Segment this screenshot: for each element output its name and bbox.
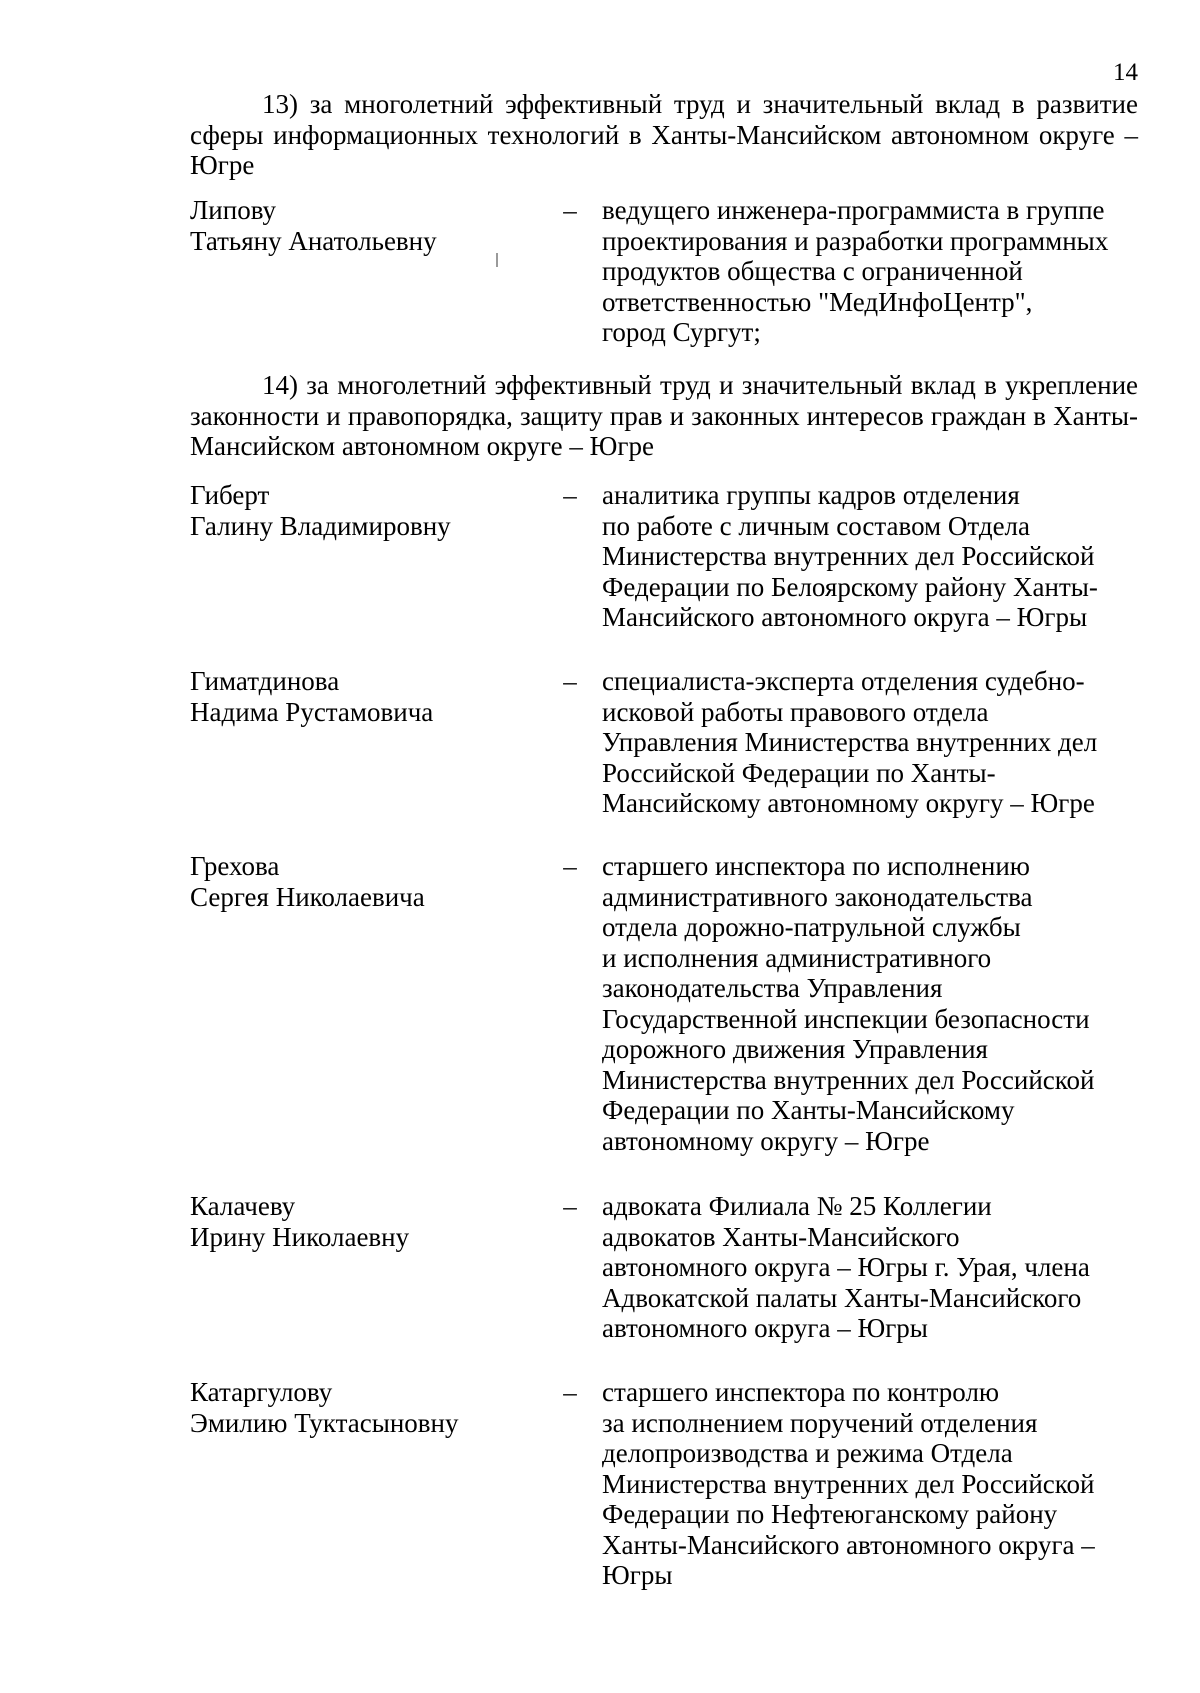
position-line: Федерации по Ханты-Мансийскому: [602, 1095, 1015, 1125]
person-surname: Гиберт: [190, 480, 270, 510]
section-heading-13: 13) за многолетний эффективный труд и значительный вклад в развитие сферы информационных технологий в Ханты-Мансийском автономном округе – Югре: [190, 89, 1138, 180]
person-position: [602, 1377, 1138, 1591]
person-surname: Гиматдинова: [190, 666, 340, 696]
person-position: [602, 851, 1138, 1156]
position-line: Мансийскому автономному округу – Югре: [602, 788, 1095, 818]
position-line: аналитика группы кадров отделения: [602, 480, 1020, 510]
position-line: Ханты-Мансийского автономного округа –: [602, 1529, 1095, 1560]
position-line: продуктов общества с ограниченной: [602, 256, 1023, 286]
position-line: Федерации по Нефтеюганскому району: [602, 1499, 1058, 1529]
position-line: административного законодательства: [602, 881, 1033, 912]
dash-separator: –: [563, 480, 577, 510]
position-line: адвоката Филиала № 25 Коллегии: [602, 1191, 992, 1221]
person-name: [190, 195, 530, 256]
position-line: Мансийского автономного округа – Югры: [602, 602, 1088, 632]
section-heading-14: 14) за многолетний эффективный труд и значительный вклад в укрепление законности и правопорядка, защиту прав и законных интересов граждан в Ханты-Мансийском автономном округе – Югре: [190, 370, 1138, 461]
person-surname: Липову: [190, 195, 277, 225]
position-line: ведущего инженера-программиста в группе: [602, 195, 1105, 225]
position-line: Министерства внутренних дел Российской: [602, 1064, 1095, 1095]
person-position: [602, 666, 1138, 819]
person-name: [190, 1191, 530, 1252]
position-line: специалиста-эксперта отделения судебно-: [602, 666, 1085, 696]
person-surname: Катаргулову: [190, 1377, 333, 1407]
position-line: исковой работы правового отдела: [602, 696, 989, 727]
position-line: ответственностью "МедИнфоЦентр",: [602, 286, 1033, 317]
dash-separator: –: [563, 851, 577, 881]
position-line: отдела дорожно-патрульной службы: [602, 912, 1021, 942]
person-name: [190, 666, 530, 727]
person-name: [190, 480, 530, 541]
position-line: адвокатов Ханты-Мансийского: [602, 1221, 960, 1252]
position-line: Министерства внутренних дел Российской: [602, 1468, 1095, 1499]
person-given-names: Надима Рустамовича: [190, 696, 434, 727]
position-line: Министерства внутренних дел Российской: [602, 541, 1095, 571]
position-line: Адвокатской палаты Ханты-Мансийского: [602, 1282, 1082, 1313]
position-line: за исполнением поручений отделения: [602, 1407, 1038, 1438]
position-line: автономного округа – Югры: [602, 1313, 928, 1343]
position-line: Российской Федерации по Ханты-: [602, 757, 996, 788]
position-line: проектирования и разработки программных: [602, 225, 1109, 256]
position-line: делопроизводства и режима Отдела: [602, 1438, 1013, 1468]
position-line: Государственной инспекции безопасности: [602, 1003, 1090, 1034]
position-line: Югры: [602, 1560, 673, 1590]
person-surname: Калачеву: [190, 1191, 296, 1221]
person-given-names: Татьяну Анатольевну: [190, 225, 437, 256]
person-position: [602, 195, 1138, 348]
position-line: Управления Министерства внутренних дел: [602, 727, 1098, 757]
person-name: [190, 851, 530, 912]
person-given-names: Сергея Николаевича: [190, 881, 425, 912]
position-line: город Сургут;: [602, 317, 761, 347]
position-line: старшего инспектора по исполнению: [602, 851, 1030, 881]
dash-separator: –: [563, 1191, 577, 1221]
person-given-names: Ирину Николаевну: [190, 1221, 410, 1252]
position-line: Федерации по Белоярскому району Ханты-: [602, 571, 1098, 602]
dash-separator: –: [563, 195, 577, 225]
scan-artifact-mark: [496, 253, 498, 267]
person-given-names: Эмилию Туктасыновну: [190, 1407, 459, 1438]
position-line: старшего инспектора по контролю: [602, 1377, 1000, 1407]
page-number: 14: [1113, 59, 1138, 86]
dash-separator: –: [563, 1377, 577, 1407]
position-line: автономному округу – Югре: [602, 1125, 930, 1156]
position-line: дорожного движения Управления: [602, 1034, 988, 1064]
position-line: законодательства Управления: [602, 973, 943, 1003]
person-surname: Грехова: [190, 851, 280, 881]
person-name: [190, 1377, 530, 1438]
person-position: [602, 480, 1138, 633]
person-position: [602, 1191, 1138, 1344]
position-line: автономного округа – Югры г. Урая, члена: [602, 1252, 1090, 1282]
position-line: по работе с личным составом Отдела: [602, 510, 1031, 541]
dash-separator: –: [563, 666, 577, 696]
position-line: и исполнения административного: [602, 942, 992, 973]
person-given-names: Галину Владимировну: [190, 510, 451, 541]
